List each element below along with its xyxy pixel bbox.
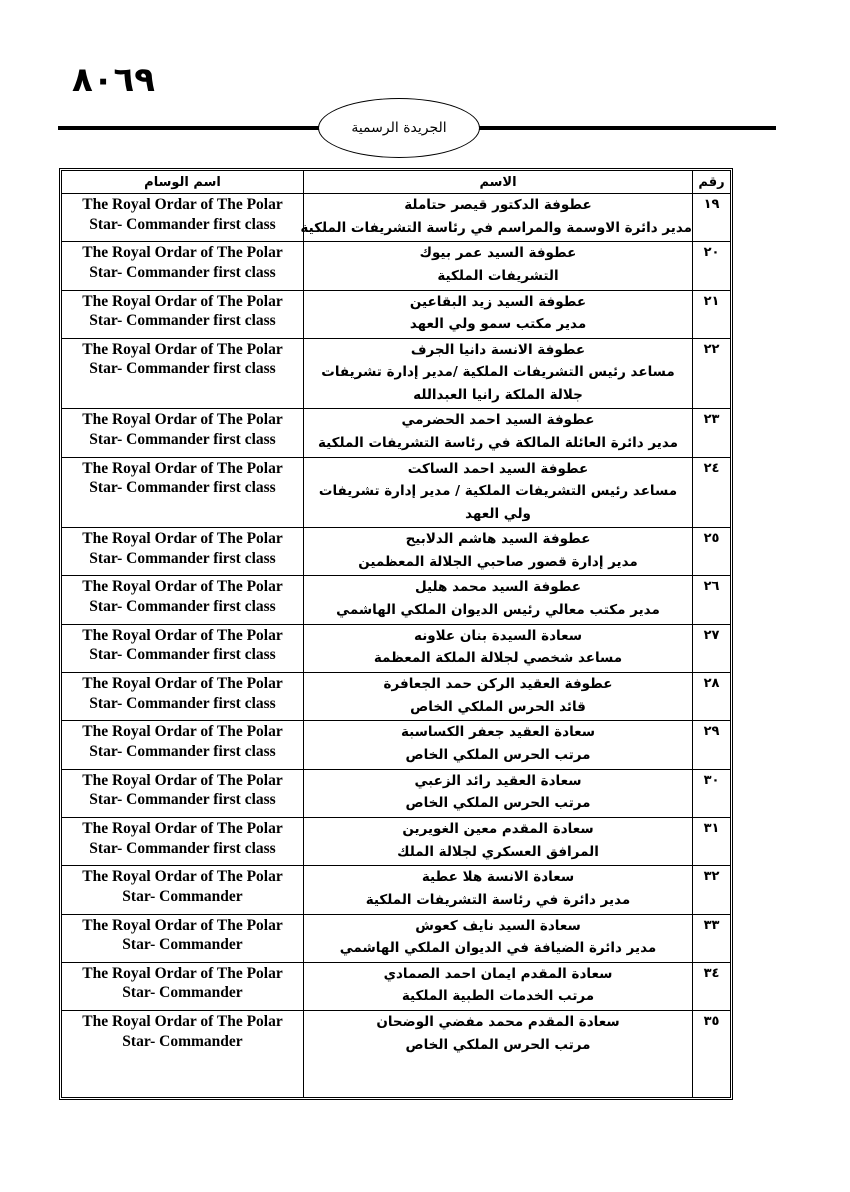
person-name: سعادة الانسة هلا عطية	[421, 869, 575, 886]
medal-cell	[62, 338, 304, 408]
row-number: ٢٦	[693, 576, 731, 624]
table-row	[62, 962, 731, 1010]
table-row	[62, 818, 731, 866]
medal-line: The Royal Ordar of The Polar	[82, 411, 283, 429]
table-row	[62, 866, 731, 914]
name-cell	[304, 528, 693, 576]
gazette-masthead	[318, 98, 480, 158]
person-title-line: مساعد رئيس التشريفات الملكية /مدير إدارة تشريفات	[321, 364, 675, 381]
medal-line: The Royal Ordar of The Polar	[82, 868, 283, 886]
person-title-line: جلالة الملكة رانيا العبدالله	[413, 386, 583, 403]
name-cell	[304, 962, 693, 1010]
person-name: عطوفة السيد عمر بيوك	[419, 245, 577, 262]
row-number: ٣٣	[693, 914, 731, 962]
name-cell	[304, 769, 693, 817]
table-row	[62, 576, 731, 624]
medal-line: The Royal Ordar of The Polar	[82, 578, 283, 596]
name-cell	[304, 721, 693, 769]
medal-line: Star- Commander first class	[89, 694, 276, 712]
medal-line: The Royal Ordar of The Polar	[82, 530, 283, 548]
table-row	[62, 194, 731, 242]
medal-cell	[62, 242, 304, 290]
person-title-line: قائد الحرس الملكي الخاص	[410, 698, 586, 715]
medal-cell	[62, 624, 304, 672]
name-cell	[304, 338, 693, 408]
table-row	[62, 769, 731, 817]
person-title-line: مدير إدارة قصور صاحبي الجلالة المعظمين	[358, 553, 638, 570]
medal-line: The Royal Ordar of The Polar	[82, 675, 283, 693]
name-cell	[304, 290, 693, 338]
person-name: عطوفة السيد زيد البقاعين	[409, 293, 587, 310]
person-name: سعادة المقدم معين الغويرين	[402, 821, 594, 838]
medal-line: Star- Commander	[122, 984, 243, 1002]
row-number: ٢٧	[693, 624, 731, 672]
row-number: ٣١	[693, 818, 731, 866]
medal-line: Star- Commander first class	[89, 791, 276, 809]
medal-cell	[62, 457, 304, 527]
medal-line: The Royal Ordar of The Polar	[82, 771, 283, 789]
person-name: سعادة السيدة بنان علاونه	[414, 627, 582, 644]
row-number: ٢٠	[693, 242, 731, 290]
table-row	[62, 338, 731, 408]
person-title-line: ولي العهد	[465, 505, 531, 522]
medal-line: Star- Commander first class	[89, 549, 276, 567]
name-cell	[304, 818, 693, 866]
person-name: عطوفة السيد احمد الساكت	[407, 460, 589, 477]
medal-cell	[62, 721, 304, 769]
medal-cell	[62, 818, 304, 866]
table-header-row	[62, 171, 731, 194]
medal-line: Star- Commander first class	[89, 646, 276, 664]
row-number: ٣٥	[693, 1011, 731, 1098]
medal-cell	[62, 914, 304, 962]
page-number: ٨٠٦٩	[72, 60, 156, 100]
name-cell	[304, 673, 693, 721]
person-title-line: مرتب الحرس الملكي الخاص	[405, 1036, 591, 1053]
person-title-line: مساعد شخصي لجلالة الملكة المعظمة	[373, 650, 623, 667]
medal-cell	[62, 290, 304, 338]
header-medal: اسم الوسام	[62, 171, 304, 194]
medal-line: The Royal Ordar of The Polar	[82, 340, 283, 358]
person-name: عطوفة الدكتور قيصر حتاملة	[404, 197, 592, 213]
name-cell	[304, 457, 693, 527]
person-title-line: مساعد رئيس التشريفات الملكية / مدير إدارة تشريفات	[318, 483, 678, 500]
table-row	[62, 673, 731, 721]
person-title-line: مدير دائرة الاوسمة والمراسم في رئاسة التشريفات الملكية	[300, 219, 692, 236]
person-title-line: مرتب الحرس الملكي الخاص	[405, 795, 591, 812]
name-cell	[304, 624, 693, 672]
name-cell	[304, 866, 693, 914]
honors-table	[61, 170, 731, 1098]
medal-line: Star- Commander first class	[89, 430, 276, 448]
row-number: ٢٩	[693, 721, 731, 769]
medal-cell	[62, 1011, 304, 1098]
medal-cell	[62, 769, 304, 817]
medal-line: Star- Commander	[122, 887, 243, 905]
row-number: ٢١	[693, 290, 731, 338]
medal-line: Star- Commander first class	[89, 312, 276, 330]
medal-line: The Royal Ordar of The Polar	[82, 1013, 283, 1031]
person-name: سعادة العقيد رائد الزعبي	[414, 772, 582, 789]
medal-line: Star- Commander first class	[89, 597, 276, 615]
row-number: ٢٣	[693, 409, 731, 457]
person-title-line: مرتب الحرس الملكي الخاص	[405, 746, 591, 763]
person-name: عطوفة السيد محمد هليل	[414, 579, 582, 596]
header-number: رقم	[693, 171, 731, 194]
medal-cell	[62, 673, 304, 721]
medal-line: The Royal Ordar of The Polar	[82, 916, 283, 934]
medal-line: Star- Commander first class	[89, 742, 276, 760]
table-row	[62, 721, 731, 769]
medal-line: The Royal Ordar of The Polar	[82, 723, 283, 741]
person-name: سعادة السيد نايف كعوش	[415, 917, 581, 934]
person-name: عطوفة السيد هاشم الدلابيح	[405, 531, 591, 548]
row-number: ٢٢	[693, 338, 731, 408]
medal-line: Star- Commander	[122, 936, 243, 954]
person-title-line: مدير دائرة العائلة المالكة في رئاسة التشريفات الملكية	[317, 434, 679, 451]
table-row	[62, 528, 731, 576]
medal-cell	[62, 576, 304, 624]
person-name: سعادة العقيد جعفر الكساسبة	[400, 724, 596, 741]
medal-cell	[62, 962, 304, 1010]
person-name: عطوفة السيد احمد الحضرمي	[401, 412, 595, 429]
person-name: سعادة المقدم محمد مفضي الوضحان	[376, 1014, 620, 1031]
table-row	[62, 624, 731, 672]
person-title-line: مدير مكتب سمو ولي العهد	[409, 316, 587, 333]
row-number: ٢٥	[693, 528, 731, 576]
table-row	[62, 242, 731, 290]
person-title-line: مدير دائرة في رئاسة التشريفات الملكية	[365, 891, 631, 908]
medal-cell	[62, 866, 304, 914]
name-cell	[304, 1011, 693, 1098]
name-cell	[300, 194, 693, 242]
medal-line: The Royal Ordar of The Polar	[82, 964, 283, 982]
medal-line: The Royal Ordar of The Polar	[82, 459, 283, 477]
person-title-line: مرتب الخدمات الطبية الملكية	[401, 988, 595, 1005]
person-name: عطوفة الانسة دانيا الجرف	[410, 341, 586, 358]
table-row	[62, 914, 731, 962]
table-row	[62, 457, 731, 527]
medal-line: The Royal Ordar of The Polar	[82, 820, 283, 838]
person-title-line: مدير مكتب معالي رئيس الديوان الملكي الهاشمي	[336, 601, 660, 618]
name-cell	[304, 576, 693, 624]
row-number: ٣٢	[693, 866, 731, 914]
medal-line: Star- Commander first class	[89, 263, 276, 281]
table-row	[62, 1011, 731, 1098]
masthead-title: الجريدة الرسمية	[351, 120, 447, 136]
table-row	[62, 290, 731, 338]
medal-line: The Royal Ordar of The Polar	[82, 292, 283, 310]
person-name: عطوفة العقيد الركن حمد الجعافرة	[383, 676, 613, 693]
header-name: الاسم	[304, 171, 693, 194]
person-title-line: المرافق العسكري لجلالة الملك	[397, 843, 599, 860]
medal-cell	[62, 409, 304, 457]
medal-line: Star- Commander first class	[89, 360, 276, 378]
person-title-line: التشريفات الملكية	[437, 267, 559, 284]
medal-line: Star- Commander first class	[89, 215, 276, 233]
name-cell	[304, 242, 693, 290]
medal-cell	[62, 194, 304, 242]
medal-line: The Royal Ordar of The Polar	[82, 626, 283, 644]
row-number: ٣٤	[693, 962, 731, 1010]
medal-line: The Royal Ordar of The Polar	[82, 244, 283, 262]
row-number: ٢٤	[693, 457, 731, 527]
medal-line: Star- Commander	[122, 1032, 243, 1050]
medal-cell	[62, 528, 304, 576]
medal-line: Star- Commander first class	[89, 839, 276, 857]
person-name: سعادة المقدم ايمان احمد الصمادي	[383, 965, 613, 982]
name-cell	[304, 914, 693, 962]
name-cell	[304, 409, 693, 457]
row-number: ١٩	[693, 194, 731, 242]
medal-line: Star- Commander first class	[89, 479, 276, 497]
table-row	[62, 409, 731, 457]
person-title-line: مدير دائرة الضيافة في الديوان الملكي الهاشمي	[339, 940, 657, 957]
row-number: ٣٠	[693, 769, 731, 817]
medal-line: The Royal Ordar of The Polar	[82, 196, 283, 213]
row-number: ٢٨	[693, 673, 731, 721]
